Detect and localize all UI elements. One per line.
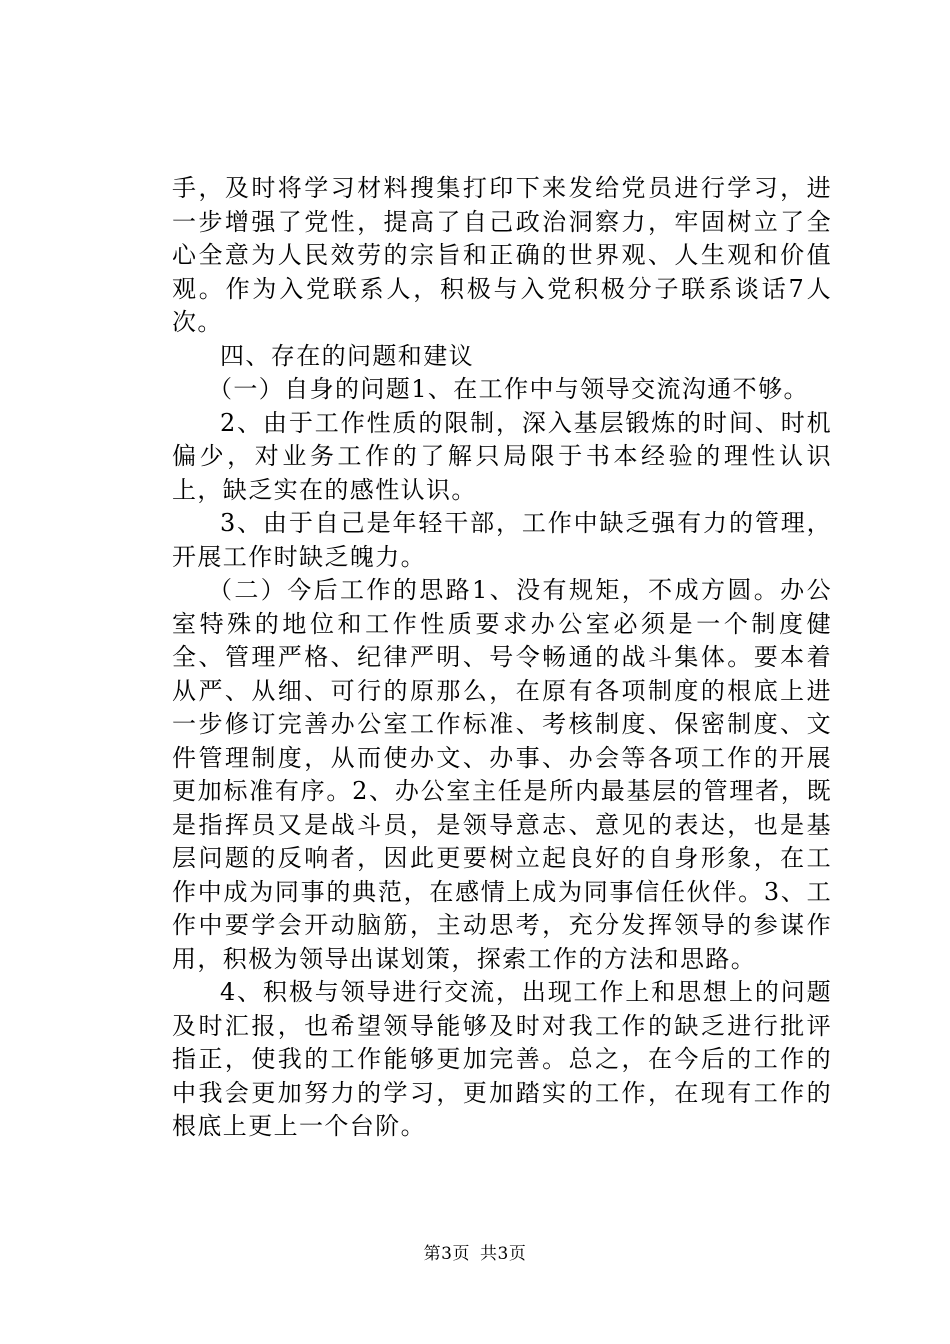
paragraph-continuation: 手，及时将学习材料搜集打印下来发给党员进行学习，进一步增强了党性，提高了自己政治洞察力，牢固树立了全心全意为人民效劳的宗旨和正确的世界观、人生观和价值观。作为入党联系人，积极与入党积极分子联系谈话7人次。 — [172, 174, 832, 336]
page-number: 第3页 — [423, 1244, 470, 1264]
paragraph-point-3: 3、由于自己是年轻干部，工作中缺乏强有力的管理，开展工作时缺乏魄力。 — [172, 509, 832, 571]
paragraph-point-4: 4、积极与领导进行交流，出现工作上和思想上的问题及时汇报，也希望领导能够及时对我工作的缺乏进行批评指正，使我的工作能够更加完善。总之，在今后的工作的中我会更加努力的学习，更加踏实的工作，在现有工作的根底上更上一个台阶。 — [172, 978, 832, 1140]
section-heading-problems: 四、存在的问题和建议 — [220, 341, 474, 370]
document-body — [172, 172, 832, 1144]
paragraph-future-ideas: （二）今后工作的思路1、没有规矩，不成方圆。办公室特殊的地位和工作性质要求办公室必须是一个制度健全、管理严格、纪律严明、号令畅通的战斗集体。要本着从严、从细、可行的原那么，在原有各项制度的根底上进一步修订完善办公室工作标准、考核制度、保密制度、文件管理制度，从而使办文、办事、办会等各项工作的开展更加标准有序。2、办公室主任是所内最基层的管理者，既是指挥员又是战斗员，是领导意志、意见的表达，也是基层问题的反响者，因此更要树立起良好的自身形象，在工作中成为同事的典范，在感情上成为同事信任伙伴。3、工作中要学会开动脑筋，主动思考，充分发挥领导的参谋作用，积极为领导出谋划策，探索工作的方法和思路。 — [172, 576, 832, 973]
paragraph-point-2: 2、由于工作性质的限制，深入基层锻炼的时间、时机偏少，对业务工作的了解只局限于书本经验的理性认识上，缺乏实在的感性认识。 — [172, 408, 832, 504]
paragraph-own-problems: （一）自身的问题1、在工作中与领导交流沟通不够。 — [208, 375, 809, 403]
page-footer — [0, 1242, 950, 1266]
page-total: 共3页 — [480, 1244, 527, 1264]
